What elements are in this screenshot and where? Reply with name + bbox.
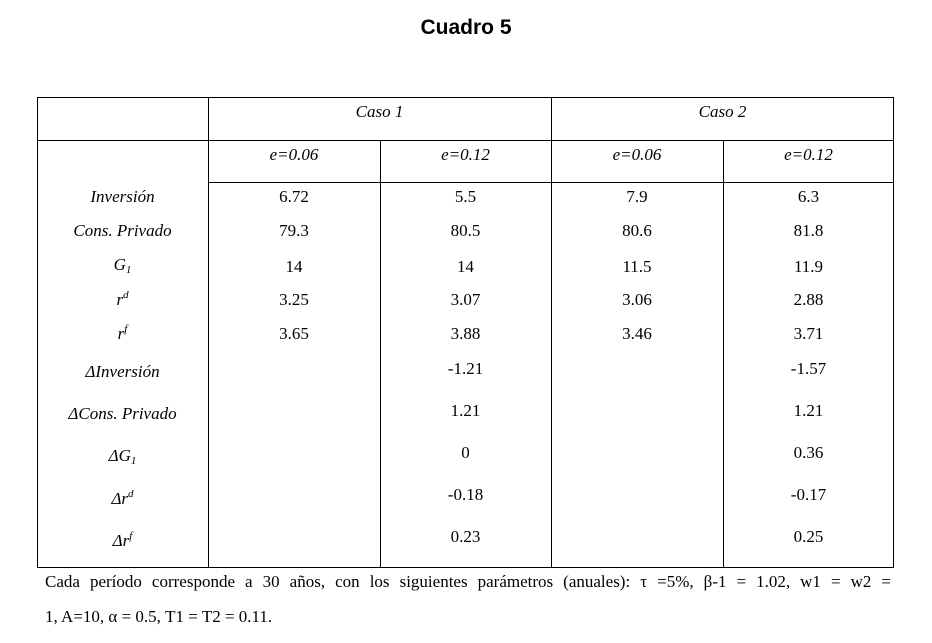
table-cell: 80.6 <box>622 221 652 240</box>
table-cell: -0.17 <box>790 485 827 504</box>
table-cell: 14 <box>285 257 303 276</box>
case-header: Caso 1 <box>355 102 404 121</box>
row-label: ΔInversión <box>85 362 160 381</box>
rule-after-cases <box>37 140 894 141</box>
table-cell: 5.5 <box>454 187 477 206</box>
row-label-superscript: f <box>124 323 128 335</box>
table-cell: 6.72 <box>279 187 309 206</box>
row-label-subscript: 1 <box>130 455 137 467</box>
table-cell: 3.88 <box>450 324 481 343</box>
table-cell: 3.46 <box>622 324 652 343</box>
table-cell: 3.25 <box>279 290 309 309</box>
table-cell: 6.3 <box>797 187 820 206</box>
table-cell: 3.65 <box>279 324 309 343</box>
row-label-base: Δr <box>111 489 129 508</box>
row-label <box>37 324 208 342</box>
column-header: e=0.06 <box>269 145 319 164</box>
row-label <box>37 489 208 507</box>
row-label-base: r <box>117 324 125 343</box>
table-cell: 3.07 <box>450 290 481 309</box>
table-cell: 11.5 <box>622 257 652 276</box>
table-cell: 0 <box>461 443 470 462</box>
table-cell: 14 <box>457 257 474 276</box>
row-label-superscript: d <box>128 488 134 500</box>
row-label: Cons. Privado <box>73 221 172 240</box>
table-cell: 3.06 <box>622 290 652 309</box>
table-cell: 11.9 <box>793 257 824 276</box>
row-label-base: ΔG <box>108 446 131 465</box>
row-label: ΔCons. Privado <box>68 404 177 423</box>
table-cell: -1.57 <box>790 359 827 378</box>
row-label-base: r <box>116 290 124 309</box>
table-note-text: 1, A=10, α = 0.5, T1 = T2 = 0.11. <box>45 607 273 626</box>
row-label-base: G <box>113 255 126 274</box>
table-cell: 2.88 <box>793 290 824 309</box>
table-border-bottom <box>37 567 894 568</box>
table-note-line-1 <box>45 572 891 592</box>
row-label <box>37 531 208 549</box>
row-label-superscript: d <box>123 289 129 301</box>
row-label-base: Δr <box>112 531 130 550</box>
table-cell: 7.9 <box>626 187 648 206</box>
table-note-text: Cada período corresponde a 30 años, con los siguientes parámetros (anuales): τ =5%, β-1 = 1.02, w1 = w2 = <box>45 572 891 591</box>
row-label-subscript: 1 <box>125 264 132 276</box>
table-cell: 1.21 <box>450 401 481 420</box>
table-cell: 3.71 <box>793 324 824 343</box>
case-header: Caso 2 <box>698 102 747 121</box>
row-label <box>37 447 208 467</box>
table-cell: 80.5 <box>450 221 481 240</box>
row-label-superscript: f <box>129 530 133 542</box>
column-header: e=0.12 <box>441 145 490 164</box>
column-header: e=0.12 <box>784 145 833 164</box>
table-cell: 1.21 <box>793 401 824 420</box>
data-table <box>37 97 894 568</box>
row-label: Inversión <box>90 187 155 206</box>
table-border-top <box>37 97 894 98</box>
table-cell: 0.36 <box>793 443 824 462</box>
table-cell: 79.3 <box>279 221 309 240</box>
table-note-line-2 <box>45 607 891 627</box>
row-label <box>37 256 208 276</box>
table-cell: -1.21 <box>447 359 484 378</box>
table-cell: 0.23 <box>450 527 481 546</box>
table-title: Cuadro 5 <box>420 16 512 39</box>
column-header: e=0.06 <box>612 145 662 164</box>
table-cell: -0.18 <box>447 485 484 504</box>
table-cell: 0.25 <box>793 527 824 546</box>
row-label <box>37 290 208 308</box>
table-cell: 81.8 <box>793 221 824 240</box>
